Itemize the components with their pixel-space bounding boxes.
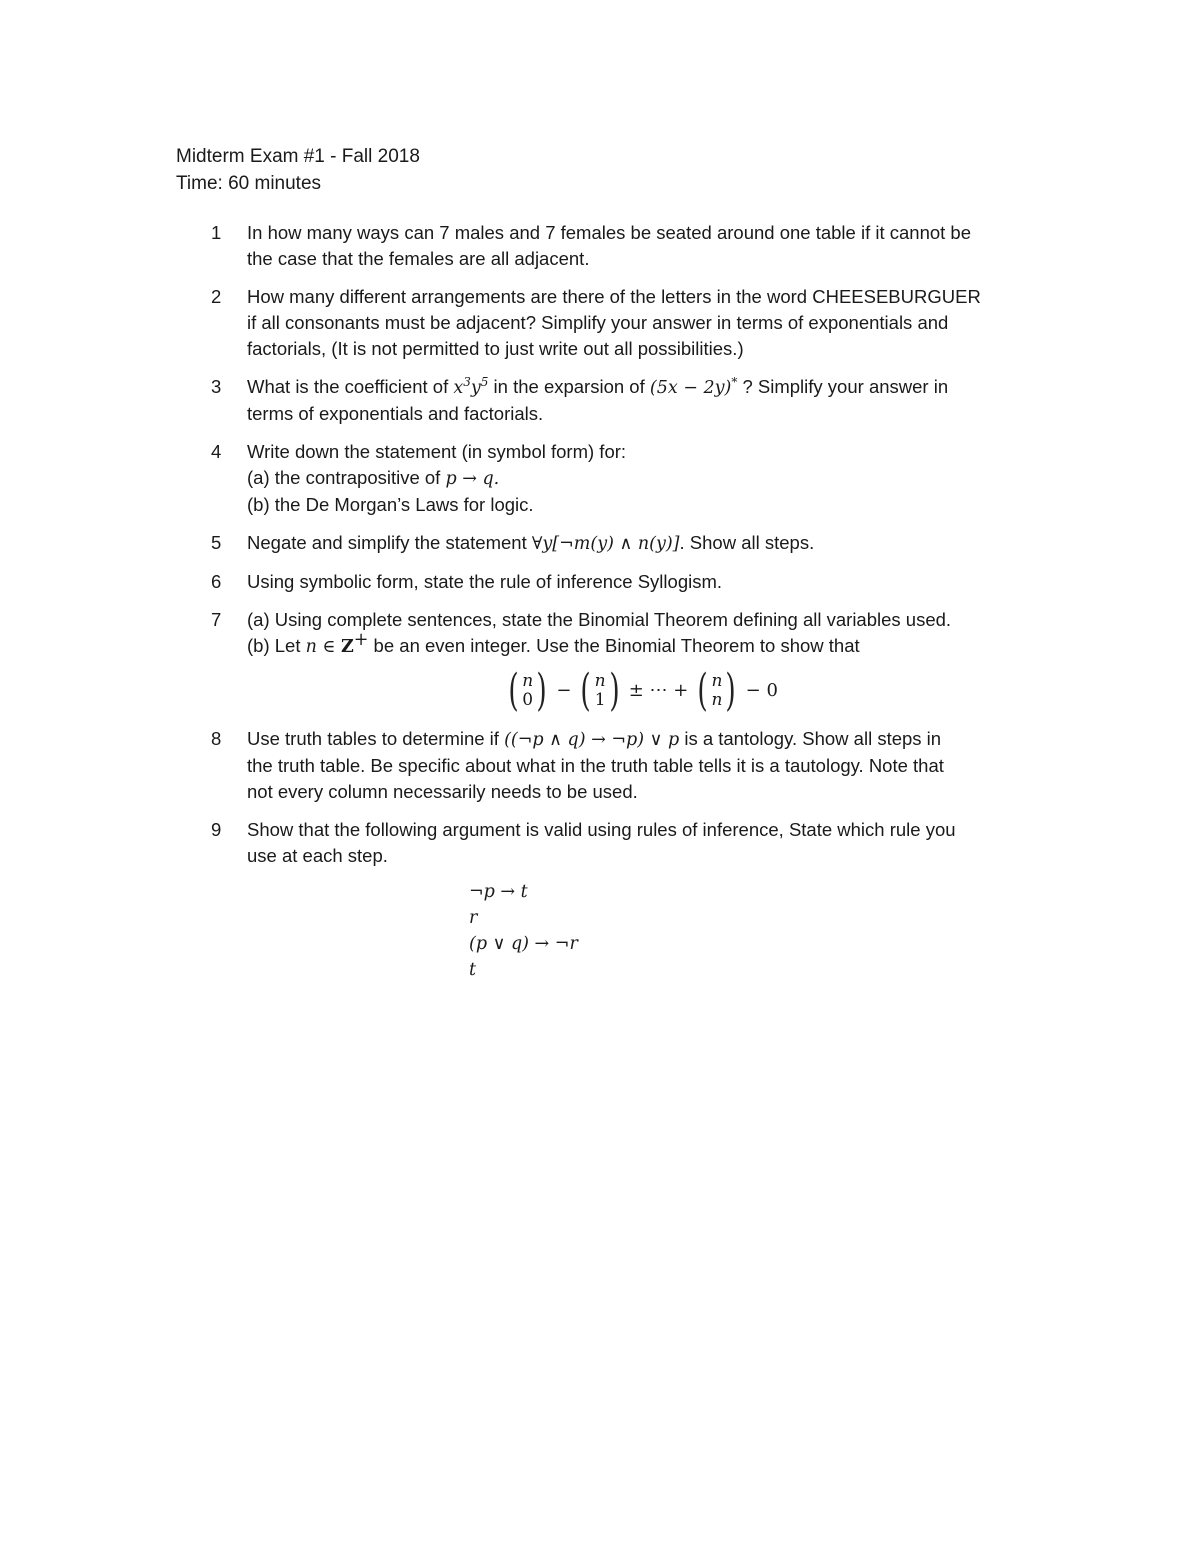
question-number: 4 bbox=[211, 441, 222, 462]
question-number: 6 bbox=[211, 571, 222, 592]
math-operator: − 0 bbox=[745, 680, 778, 701]
question-3 bbox=[176, 374, 1036, 427]
premise: r bbox=[469, 908, 478, 928]
question-text-line: How many different arrangements are there of the letters in the word CHEESEBURGUER bbox=[247, 286, 981, 307]
conclusion: t bbox=[469, 960, 477, 980]
question-text-line bbox=[247, 726, 1036, 753]
text-segment: . Show all steps. bbox=[679, 532, 815, 553]
math-operator: ± ⋯ + bbox=[628, 680, 689, 701]
question-number: 1 bbox=[211, 222, 222, 243]
text-segment: ? Simplify your answer in bbox=[737, 376, 949, 397]
binomial-coefficient: ( n n ) bbox=[697, 665, 737, 716]
text-segment: is a tantology. Show all steps in bbox=[679, 728, 942, 749]
math-var: y bbox=[470, 378, 481, 398]
integer-set-symbol: Z bbox=[340, 637, 354, 657]
question-number: 9 bbox=[211, 819, 222, 840]
question-text-line: Show that the following argument is valid using rules of inference, State which rule you bbox=[247, 819, 956, 840]
premise: ¬p → t bbox=[469, 882, 528, 902]
binom-top: n bbox=[594, 671, 606, 691]
question-text-line: use at each step. bbox=[247, 845, 388, 866]
math-operator: − bbox=[556, 680, 572, 701]
math-var: x bbox=[453, 378, 464, 398]
question-text-line bbox=[247, 530, 1036, 557]
question-6 bbox=[176, 569, 1036, 595]
question-number: 5 bbox=[211, 532, 222, 553]
premise: (p ∨ q) → ¬r bbox=[469, 934, 578, 954]
argument-premises bbox=[247, 879, 1036, 983]
question-number: 2 bbox=[211, 286, 222, 307]
exam-time: Time: 60 minutes bbox=[176, 173, 322, 194]
question-8 bbox=[176, 726, 1036, 805]
question-text-line: Write down the statement (in symbol form) for: bbox=[247, 441, 627, 462]
question-text-line bbox=[247, 465, 1036, 492]
question-text-line: factorials, (It is not permitted to just write out all possibilities.) bbox=[247, 338, 744, 359]
binomial-coefficient: ( n 1 ) bbox=[580, 665, 620, 716]
question-text-line: the case that the females are all adjacent. bbox=[247, 248, 590, 269]
question-text-line bbox=[247, 374, 1036, 401]
math-expression: p → q. bbox=[445, 469, 500, 489]
math-expression: ∀y[¬m(y) ∧ n(y)] bbox=[531, 534, 680, 554]
question-1 bbox=[176, 220, 1036, 272]
question-4 bbox=[176, 439, 1036, 518]
question-number: 3 bbox=[211, 376, 222, 397]
math-expression: n ∈ bbox=[305, 637, 341, 657]
binom-top: n bbox=[522, 671, 534, 691]
binomial-identity bbox=[176, 665, 1036, 716]
question-2 bbox=[176, 284, 1036, 362]
question-text-line: not every column necessarily needs to be used. bbox=[247, 781, 638, 802]
question-7 bbox=[176, 607, 1036, 714]
text-segment: in the exparsion of bbox=[488, 376, 650, 397]
question-text-line: Using symbolic form, state the rule of inference Syllogism. bbox=[247, 571, 723, 592]
text-segment: (b) Let bbox=[247, 635, 306, 656]
question-9 bbox=[176, 817, 1036, 983]
binom-bottom: 1 bbox=[594, 690, 606, 710]
math-term bbox=[453, 375, 489, 398]
question-5 bbox=[176, 530, 1036, 557]
exam-title: Midterm Exam #1 - Fall 2018 bbox=[176, 146, 420, 167]
question-text-line: the truth table. Be specific about what in the truth table tells it is a tautology. Note that bbox=[247, 755, 944, 776]
math-expression bbox=[649, 375, 738, 398]
question-number: 8 bbox=[211, 728, 222, 749]
binom-bottom: n bbox=[711, 690, 723, 710]
math-expression: ((¬p ∧ q) → ¬p) ∨ p bbox=[504, 730, 680, 750]
math-expr: (5x − 2y) bbox=[649, 378, 732, 398]
math-exponent: + bbox=[353, 630, 369, 650]
question-text-line bbox=[247, 630, 1036, 660]
text-segment: be an even integer. Use the Binomial Theorem to show that bbox=[368, 635, 860, 656]
math-exponent: 3 bbox=[463, 375, 471, 389]
binomial-coefficient: ( n 0 ) bbox=[508, 665, 547, 716]
text-segment: (a) the contrapositive of bbox=[247, 467, 446, 488]
math-exponent: 5 bbox=[480, 375, 489, 389]
text-segment: Negate and simplify the statement bbox=[247, 532, 532, 553]
exam-header bbox=[176, 143, 420, 197]
binom-bottom: 0 bbox=[522, 690, 534, 710]
question-number: 7 bbox=[211, 609, 222, 630]
question-list bbox=[176, 220, 1036, 995]
question-text-line: In how many ways can 7 males and 7 females be seated around one table if it cannot be bbox=[247, 222, 972, 243]
math-exponent: * bbox=[731, 375, 738, 389]
binom-top: n bbox=[711, 671, 723, 691]
question-text-line: terms of exponentials and factorials. bbox=[247, 403, 544, 424]
text-segment: What is the coefficient of bbox=[247, 376, 454, 397]
question-text-line: (b) the De Morgan’s Laws for logic. bbox=[247, 494, 534, 515]
question-text-line: if all consonants must be adjacent? Simplify your answer in terms of exponentials and bbox=[247, 312, 949, 333]
question-text-line: (a) Using complete sentences, state the Binomial Theorem defining all variables used. bbox=[247, 609, 952, 630]
text-segment: Use truth tables to determine if bbox=[247, 728, 505, 749]
